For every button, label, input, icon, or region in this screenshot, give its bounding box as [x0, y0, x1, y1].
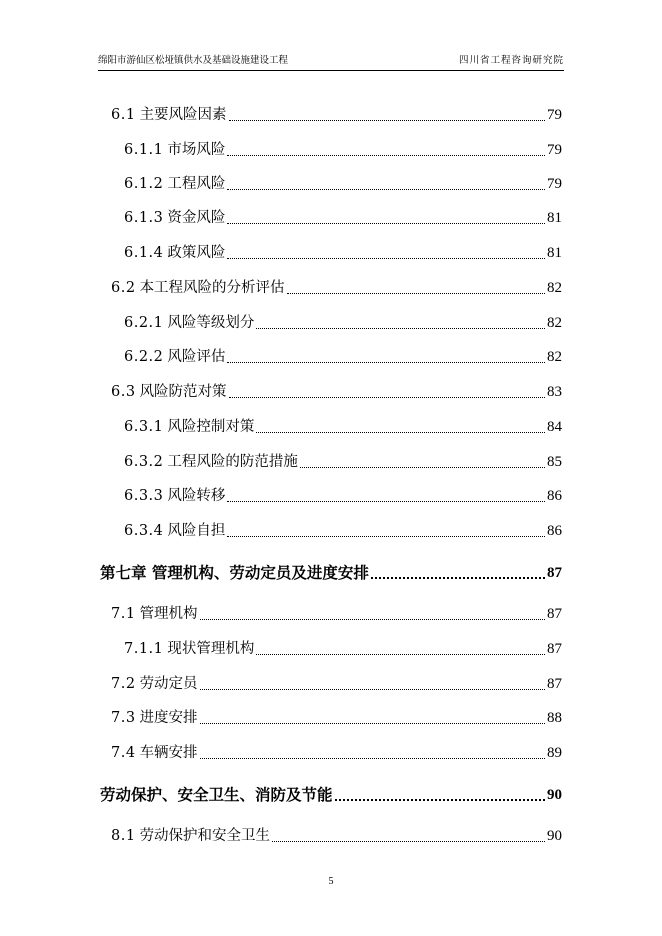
toc-page: 87 [547, 606, 562, 622]
toc-leader [335, 799, 545, 801]
toc-page: 90 [547, 787, 562, 803]
toc-title: 车辆安排 [139, 745, 198, 761]
toc-number: 6.3.4 [124, 523, 164, 539]
toc-title: 风险防范对策 [139, 384, 227, 400]
toc-leader [371, 577, 545, 579]
toc-entry-6-1[interactable] [111, 105, 562, 125]
toc-entry-6-3[interactable] [111, 382, 562, 402]
toc-number: 7.4 [111, 745, 136, 761]
toc-leader [256, 432, 545, 433]
toc-entry-6-3-1[interactable] [124, 417, 562, 437]
toc-leader [256, 328, 545, 329]
toc-page: 90 [547, 828, 562, 844]
toc-entry-6-2-1[interactable] [124, 313, 562, 333]
toc-page: 89 [547, 745, 562, 761]
toc-leader [200, 689, 545, 690]
toc-leader [227, 501, 545, 502]
toc-number: 6.1 [111, 107, 136, 123]
toc-page: 88 [547, 710, 562, 726]
toc-entry-7-2[interactable] [111, 674, 562, 694]
toc-title: 工程风险的防范措施 [167, 454, 298, 470]
toc-page: 87 [547, 565, 562, 581]
toc-leader [229, 397, 545, 398]
toc-title: 现状管理机构 [167, 641, 255, 657]
toc-leader [227, 362, 545, 363]
toc-page: 86 [547, 523, 562, 539]
toc-title: 风险评估 [167, 349, 226, 365]
toc-page: 82 [547, 315, 562, 331]
toc-entry-6-1-4[interactable] [124, 243, 562, 263]
toc-leader [227, 155, 545, 156]
toc-page: 84 [547, 419, 562, 435]
page-number: 5 [328, 876, 334, 887]
toc-number: 6.1.1 [124, 142, 164, 158]
toc-number: 7.2 [111, 676, 136, 692]
toc-page: 83 [547, 384, 562, 400]
toc-entry-8-1[interactable] [111, 826, 562, 846]
toc-entry-chapter-8[interactable] [100, 785, 562, 805]
toc-number: 6.1.2 [124, 176, 164, 192]
toc-leader [227, 223, 545, 224]
toc-title: 劳动定员 [139, 676, 198, 692]
toc-title: 工程风险 [167, 176, 226, 192]
toc-page: 79 [547, 142, 562, 158]
toc-title: 风险转移 [167, 488, 226, 504]
toc-entry-6-3-4[interactable] [124, 521, 562, 541]
toc-title: 本工程风险的分析评估 [139, 280, 285, 296]
toc-leader [227, 536, 545, 537]
toc-entry-6-1-3[interactable] [124, 208, 562, 228]
toc-entry-6-3-2[interactable] [124, 452, 562, 472]
toc-page: 87 [547, 641, 562, 657]
toc-entry-7-1[interactable] [111, 604, 562, 624]
toc-number: 6.3.1 [124, 419, 164, 435]
toc-number: 8.1 [111, 828, 136, 844]
toc-leader [200, 723, 545, 724]
toc-number: 7.3 [111, 710, 136, 726]
toc-title: 第七章 管理机构、劳动定员及进度安排 [100, 563, 369, 582]
toc-entry-6-3-3[interactable] [124, 486, 562, 506]
toc-entry-6-1-1[interactable] [124, 140, 562, 160]
toc-leader [200, 619, 545, 620]
toc-number: 6.2 [111, 280, 136, 296]
toc-title: 风险自担 [167, 523, 226, 539]
toc-page: 79 [547, 107, 562, 123]
toc-entry-chapter-7[interactable] [100, 563, 562, 583]
toc-number: 6.2.2 [124, 349, 164, 365]
toc-leader [229, 120, 545, 121]
toc-page: 81 [547, 210, 562, 226]
toc-entry-7-4[interactable] [111, 743, 562, 763]
toc-page: 79 [547, 176, 562, 192]
toc-number: 6.1.4 [124, 245, 164, 261]
toc-entry-7-1-1[interactable] [124, 639, 562, 659]
toc-title: 管理机构 [139, 606, 198, 622]
toc-number: 6.3 [111, 384, 136, 400]
toc-title: 资金风险 [167, 210, 226, 226]
toc-entry-6-2[interactable] [111, 278, 562, 298]
header-organization: 四川省工程咨询研究院 [458, 55, 564, 66]
toc-title: 主要风险因素 [139, 107, 227, 123]
header-project-title: 绵阳市游仙区松垭镇供水及基础设施建设工程 [98, 55, 289, 66]
toc-title: 政策风险 [167, 245, 226, 261]
toc-number: 7.1 [111, 606, 136, 622]
toc-title: 风险控制对策 [167, 419, 255, 435]
toc-page: 81 [547, 245, 562, 261]
toc-entry-7-3[interactable] [111, 708, 562, 728]
toc-leader [227, 189, 545, 190]
toc-leader [227, 258, 545, 259]
toc-page: 87 [547, 676, 562, 692]
toc-entry-6-2-2[interactable] [124, 347, 562, 367]
toc-title: 进度安排 [139, 710, 198, 726]
toc-leader [200, 758, 545, 759]
toc-page: 85 [547, 454, 562, 470]
toc-page: 82 [547, 349, 562, 365]
toc-leader [300, 467, 545, 468]
toc-page: 82 [547, 280, 562, 296]
toc-title: 劳动保护、安全卫生、消防及节能 [100, 785, 333, 804]
toc-entry-6-1-2[interactable] [124, 174, 562, 194]
toc-number: 6.1.3 [124, 210, 164, 226]
toc-number: 6.3.3 [124, 488, 164, 504]
toc-number: 6.3.2 [124, 454, 164, 470]
toc-number: 7.1.1 [124, 641, 164, 657]
toc-title: 市场风险 [167, 142, 226, 158]
toc-leader [256, 654, 545, 655]
toc-title: 风险等级划分 [167, 315, 255, 331]
toc-leader [287, 293, 545, 294]
toc-leader [272, 841, 545, 842]
toc-number: 6.2.1 [124, 315, 164, 331]
toc-title: 劳动保护和安全卫生 [139, 828, 271, 844]
toc-page: 86 [547, 488, 562, 504]
